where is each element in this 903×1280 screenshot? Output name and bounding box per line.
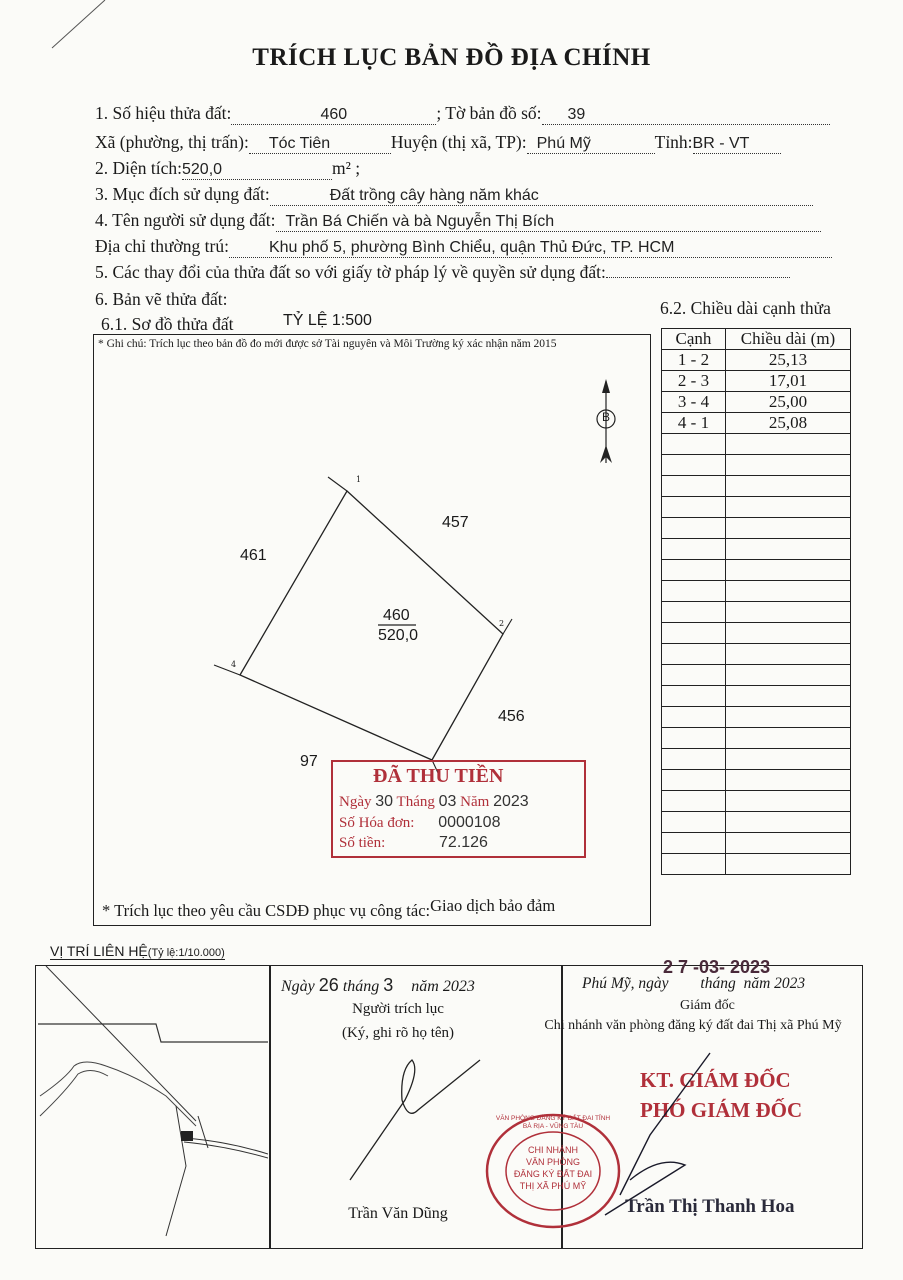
- seal-line: VĂN PHÒNG: [525, 1157, 580, 1167]
- empty-row: [662, 434, 851, 455]
- seal-line: CHI NHÁNH: [527, 1145, 578, 1155]
- approver-role2: Chi nhánh văn phòng đăng ký đất đai Thị xã Phú Mỹ: [544, 1018, 842, 1033]
- parcel-area: 520,0: [378, 627, 419, 644]
- seal-ring: VĂN PHÒNG ĐĂNG KÝ ĐẤT ĐAI TỈNH BÀ RỊA - VŨNG TÀU: [495, 1115, 611, 1130]
- parcel-label: 1. Số hiệu thửa đất:: [95, 103, 232, 123]
- length-cell: 25,08: [726, 413, 851, 434]
- commune-label: Xã (phường, thị trấn):: [95, 132, 249, 152]
- owner-line: [95, 210, 821, 232]
- edges-table: [661, 328, 851, 875]
- empty-row: [662, 812, 851, 833]
- area-line: [95, 158, 360, 180]
- edge-cell: 3 - 4: [662, 392, 726, 413]
- map-parcel-marker: [181, 1131, 193, 1141]
- map-road: [198, 1116, 208, 1148]
- length-cell: 25,13: [726, 350, 851, 371]
- commune-value: Tóc Tiên: [268, 135, 331, 152]
- parcel-number: 460: [383, 607, 410, 624]
- year-label: Năm: [460, 794, 490, 810]
- address-label: Địa chỉ thường trú:: [95, 236, 229, 256]
- deputy-title: PHÓ GIÁM ĐỐC: [640, 1098, 803, 1122]
- empty-row: [662, 833, 851, 854]
- empty-row: [662, 791, 851, 812]
- length-cell: 17,01: [726, 371, 851, 392]
- extractor-role: Người trích lục: [352, 1001, 444, 1017]
- extract-year: năm 2023: [411, 978, 475, 995]
- sheet-label: ; Tờ bản đồ số:: [436, 103, 542, 123]
- approver-year: năm 2023: [743, 975, 806, 992]
- length-cell: 25,00: [726, 392, 851, 413]
- extractor-instruction: (Ký, ghi rõ họ tên): [341, 1025, 455, 1041]
- edges-label: 6.2. Chiều dài cạnh thửa: [660, 298, 831, 318]
- location-label: VỊ TRÍ LIÊN HỆ: [50, 943, 148, 959]
- scan-corner: [50, 0, 110, 50]
- neighbor-457: 457: [442, 514, 469, 531]
- empty-row: [662, 518, 851, 539]
- address-value: Khu phố 5, phường Bình Chiểu, quận Thủ Đức, TP. HCM: [268, 239, 675, 256]
- empty-row: [662, 707, 851, 728]
- boundary-line-2-east: [503, 619, 512, 634]
- empty-row: [662, 665, 851, 686]
- year-value: 2023: [493, 793, 529, 810]
- neighbor-97: 97: [300, 753, 318, 770]
- sheet-value: 39: [567, 106, 586, 123]
- edges-header-edge: Cạnh: [662, 329, 726, 350]
- day-value: 30: [375, 793, 394, 810]
- location-heading: [50, 943, 225, 960]
- map-road: [184, 1138, 268, 1154]
- district-value: Phú Mỹ: [536, 135, 591, 152]
- purpose-line: [95, 184, 813, 206]
- edge-cell: 4 - 1: [662, 413, 726, 434]
- amount-value: 72.126: [439, 834, 488, 851]
- seal-center: [510, 1144, 596, 1192]
- table-row: [662, 350, 851, 371]
- address-line: [95, 236, 832, 258]
- empty-row: [662, 539, 851, 560]
- footer-value: Giao dịch bảo đảm: [430, 896, 556, 915]
- area-value: 520,0: [182, 161, 223, 178]
- sketch-note: * Ghi chú: Trích lục theo bản đồ đo mới được sở Tài nguyên và Môi Trường ký xác nhận năm 2015: [98, 338, 557, 350]
- empty-row: [662, 644, 851, 665]
- neighbor-461: 461: [240, 547, 267, 564]
- drawing-label: 6. Bản vẽ thửa đất:: [95, 289, 228, 309]
- table-row: [662, 371, 851, 392]
- location-scale: (Tỷ lệ:1/10.000): [147, 947, 225, 959]
- paid-stamp-date: [339, 793, 529, 811]
- paid-stamp-amount: [339, 834, 488, 852]
- location-map: [36, 966, 268, 1246]
- empty-row: [662, 686, 851, 707]
- month-label: Tháng: [396, 794, 435, 810]
- changes-line: [95, 262, 790, 283]
- day-label: Ngày: [339, 794, 372, 810]
- empty-row: [662, 581, 851, 602]
- map-contour: [40, 1062, 196, 1126]
- vertex-4: 4: [231, 660, 237, 669]
- approver-place: Phú Mỹ, ngày: [582, 975, 669, 992]
- approver-role1: Giám đốc: [680, 998, 735, 1013]
- boundary-line-4-west: [214, 665, 240, 675]
- purpose-label: 3. Mục đích sử dụng đất:: [95, 184, 270, 204]
- paid-stamp-title: ĐÃ THU TIỀN: [373, 765, 504, 787]
- empty-row: [662, 728, 851, 749]
- owner-label: 4. Tên người sử dụng đất:: [95, 210, 276, 230]
- scale-label: TỶ LỆ 1:500: [283, 312, 372, 329]
- sketch-label: 6.1. Sơ đồ thửa đất: [101, 314, 234, 334]
- paid-stamp: [331, 760, 586, 858]
- empty-row: [662, 770, 851, 791]
- empty-row: [662, 854, 851, 875]
- edges-header-row: [662, 329, 851, 350]
- paid-stamp-invoice: [339, 814, 500, 832]
- neighbor-456: 456: [498, 708, 525, 725]
- table-row: [662, 413, 851, 434]
- parcel-value: 460: [320, 106, 348, 123]
- north-letter: B: [602, 410, 611, 424]
- province-label: Tỉnh:: [654, 132, 693, 152]
- empty-row: [662, 749, 851, 770]
- footer-label: * Trích lục theo yêu cầu CSDĐ phục vụ công tác:: [102, 901, 431, 920]
- approver-name: Trần Thị Thanh Hoa: [625, 1196, 795, 1217]
- location-line: [95, 132, 781, 154]
- north-arrow-head: [602, 379, 610, 393]
- map-road: [166, 1106, 186, 1236]
- edges-header-length: Chiều dài (m): [726, 329, 851, 350]
- sketch-footer: [102, 896, 556, 921]
- table-row: [662, 392, 851, 413]
- changes-label: 5. Các thay đổi của thửa đất so với giấy tờ pháp lý về quyền sử dụng đất:: [95, 262, 606, 282]
- edge-cell: 2 - 3: [662, 371, 726, 392]
- owner-value: Trần Bá Chiến và bà Nguyễn Thị Bích: [285, 213, 555, 230]
- area-unit: m² ;: [332, 158, 361, 178]
- invoice-label: Số Hóa đơn:: [339, 815, 415, 831]
- empty-row: [662, 455, 851, 476]
- invoice-value: 0000108: [438, 814, 501, 831]
- vertex-2: 2: [499, 619, 505, 628]
- seal-line: THỊ XÃ PHÚ MỸ: [519, 1181, 587, 1191]
- extractor-name: Trần Văn Dũng: [348, 1205, 448, 1222]
- empty-row: [662, 497, 851, 518]
- seal-line: ĐĂNG KÝ ĐẤT ĐAI: [513, 1169, 593, 1179]
- province-value: BR - VT: [692, 135, 750, 152]
- kt-title: KT. GIÁM ĐỐC: [640, 1068, 791, 1092]
- month-value: 03: [438, 793, 457, 810]
- date-prefix: Ngày: [281, 978, 315, 995]
- map-pointer-line: [46, 966, 196, 1121]
- purpose-value: Đất trồng cây hàng năm khác: [329, 187, 539, 204]
- empty-row: [662, 623, 851, 644]
- extractor-date: [281, 975, 475, 996]
- vertex-1: 1: [356, 475, 362, 484]
- district-label: Huyện (thị xã, TP):: [390, 132, 527, 152]
- approval-date-stamp: 2 7 -03- 2023: [663, 957, 771, 977]
- empty-row: [662, 560, 851, 581]
- map-road: [38, 1024, 268, 1042]
- empty-row: [662, 476, 851, 497]
- extract-month: 3: [383, 975, 394, 995]
- boundary-line-1-north: [328, 477, 347, 491]
- area-label: 2. Diện tích:: [95, 158, 182, 178]
- document-title: TRÍCH LỤC BẢN ĐỒ ĐỊA CHÍNH: [252, 44, 651, 71]
- parcel-line: [95, 103, 830, 125]
- extract-day: 26: [318, 975, 339, 995]
- edge-cell: 1 - 2: [662, 350, 726, 371]
- extractor-signature: [330, 1040, 500, 1190]
- approver-month-word: tháng: [700, 975, 736, 992]
- month-word: tháng: [342, 978, 380, 995]
- amount-label: Số tiền:: [339, 835, 386, 851]
- map-contour: [40, 1070, 108, 1116]
- empty-row: [662, 602, 851, 623]
